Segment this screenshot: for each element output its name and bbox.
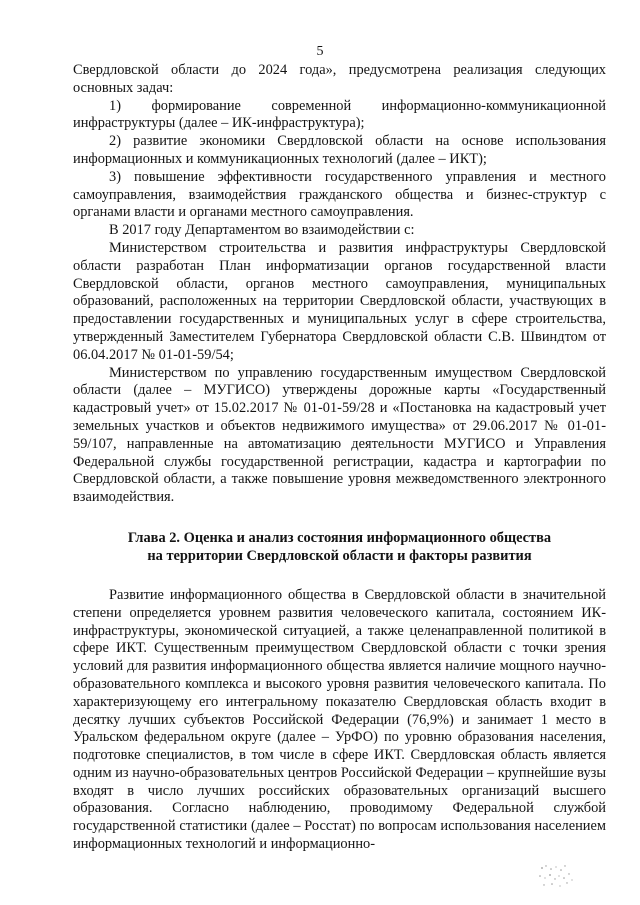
paragraph: В 2017 году Департаментом во взаимодействии с: xyxy=(109,222,415,239)
document-body xyxy=(73,62,606,854)
paragraph: Развитие информационного общества в Свердловской области в значительной степени определяется уровнем развития человеческого капитала, состоянием ИК-инфраструктуры, экономической ситуацией, а также целенаправленной политикой в сфере ИКТ. Существенным преимуществом Свердловской области с точки зрения условий для развития информационного общества является наличие мощного научно-образовательного комплекса и высокого уровня развития человеческого капитала. По характеризующему его интегральному показателю Свердловская область входит в десятку лучших субъектов Российской Федерации (76,9%) и занимает 1 место в Уральском федеральном округе (далее – УрФО) по уровню образования населения, подготовке специалистов, в том числе в сфере ИКТ. Свердловская область является одним из научно-образовательных центров Российской Федерации – крупнейшие вузы входят в число лучших российских образовательных организаций высшего образования. Согласно наблюдению, проводимому Федеральной службой государственной статистики (далее – Росстат) по вопросам использования населением информационных технологий и информационно- xyxy=(73,586,606,853)
scan-stamp-mark xyxy=(532,860,580,890)
paragraph: Министерством по управлению государственным имуществом Свердловской области (далее – МУГИСО) утверждены дорожные карты «Государственный кадастровый учет» от 15.02.2017 № 01-01-59/28 и «Постановка на кадастровый учет земельных участков и объектов недвижимого имущества» от 29.06.2017 № 01-01-59/107, направленные на автоматизацию деятельности МУГИСО и Управления Федеральной службы государственной регистрации, кадастра и картографии по Свердловской области, а также повышение уровня межведомственного электронного взаимодействия. xyxy=(73,364,606,506)
paragraph: 2) развитие экономики Свердловской области на основе использования информационных и коммуникационных технологий (далее – ИКТ); xyxy=(73,133,606,167)
paragraph: Свердловской области до 2024 года», предусмотрена реализация следующих основных задач: xyxy=(73,62,606,96)
paragraph: 3) повышение эффективности государственного управления и местного самоуправления, взаимодействия гражданского общества и бизнес-структур с органами власти и органами местного самоуправления. xyxy=(73,168,606,221)
page-number: 5 xyxy=(316,44,324,59)
paragraph: Министерством строительства и развития инфраструктуры Свердловской области разработан План информатизации органов государственной власти Свердловской области, органов местного самоуправления, муниципальных образований, расположенных на территории Свердловской области, участвующих в предоставлении государственных и муниципальных услуг в сфере строительства, утвержденный Заместителем Губернатора Свердловской области С.В. Швиндтом от 06.04.2017 № 01-01-59/54; xyxy=(73,239,606,363)
paragraphs-bottom xyxy=(73,587,606,854)
chapter-heading-line-1: Глава 2. Оценка и анализ состояния информационного общества xyxy=(127,529,552,546)
paragraph: 1) формирование современной информационно-коммуникационной инфраструктуры (далее – ИК-инфраструктура); xyxy=(73,97,606,132)
paragraphs-top xyxy=(73,62,606,507)
chapter-heading xyxy=(73,529,606,565)
chapter-heading-line-2: на территории Свердловской области и факторы развития xyxy=(147,547,532,564)
